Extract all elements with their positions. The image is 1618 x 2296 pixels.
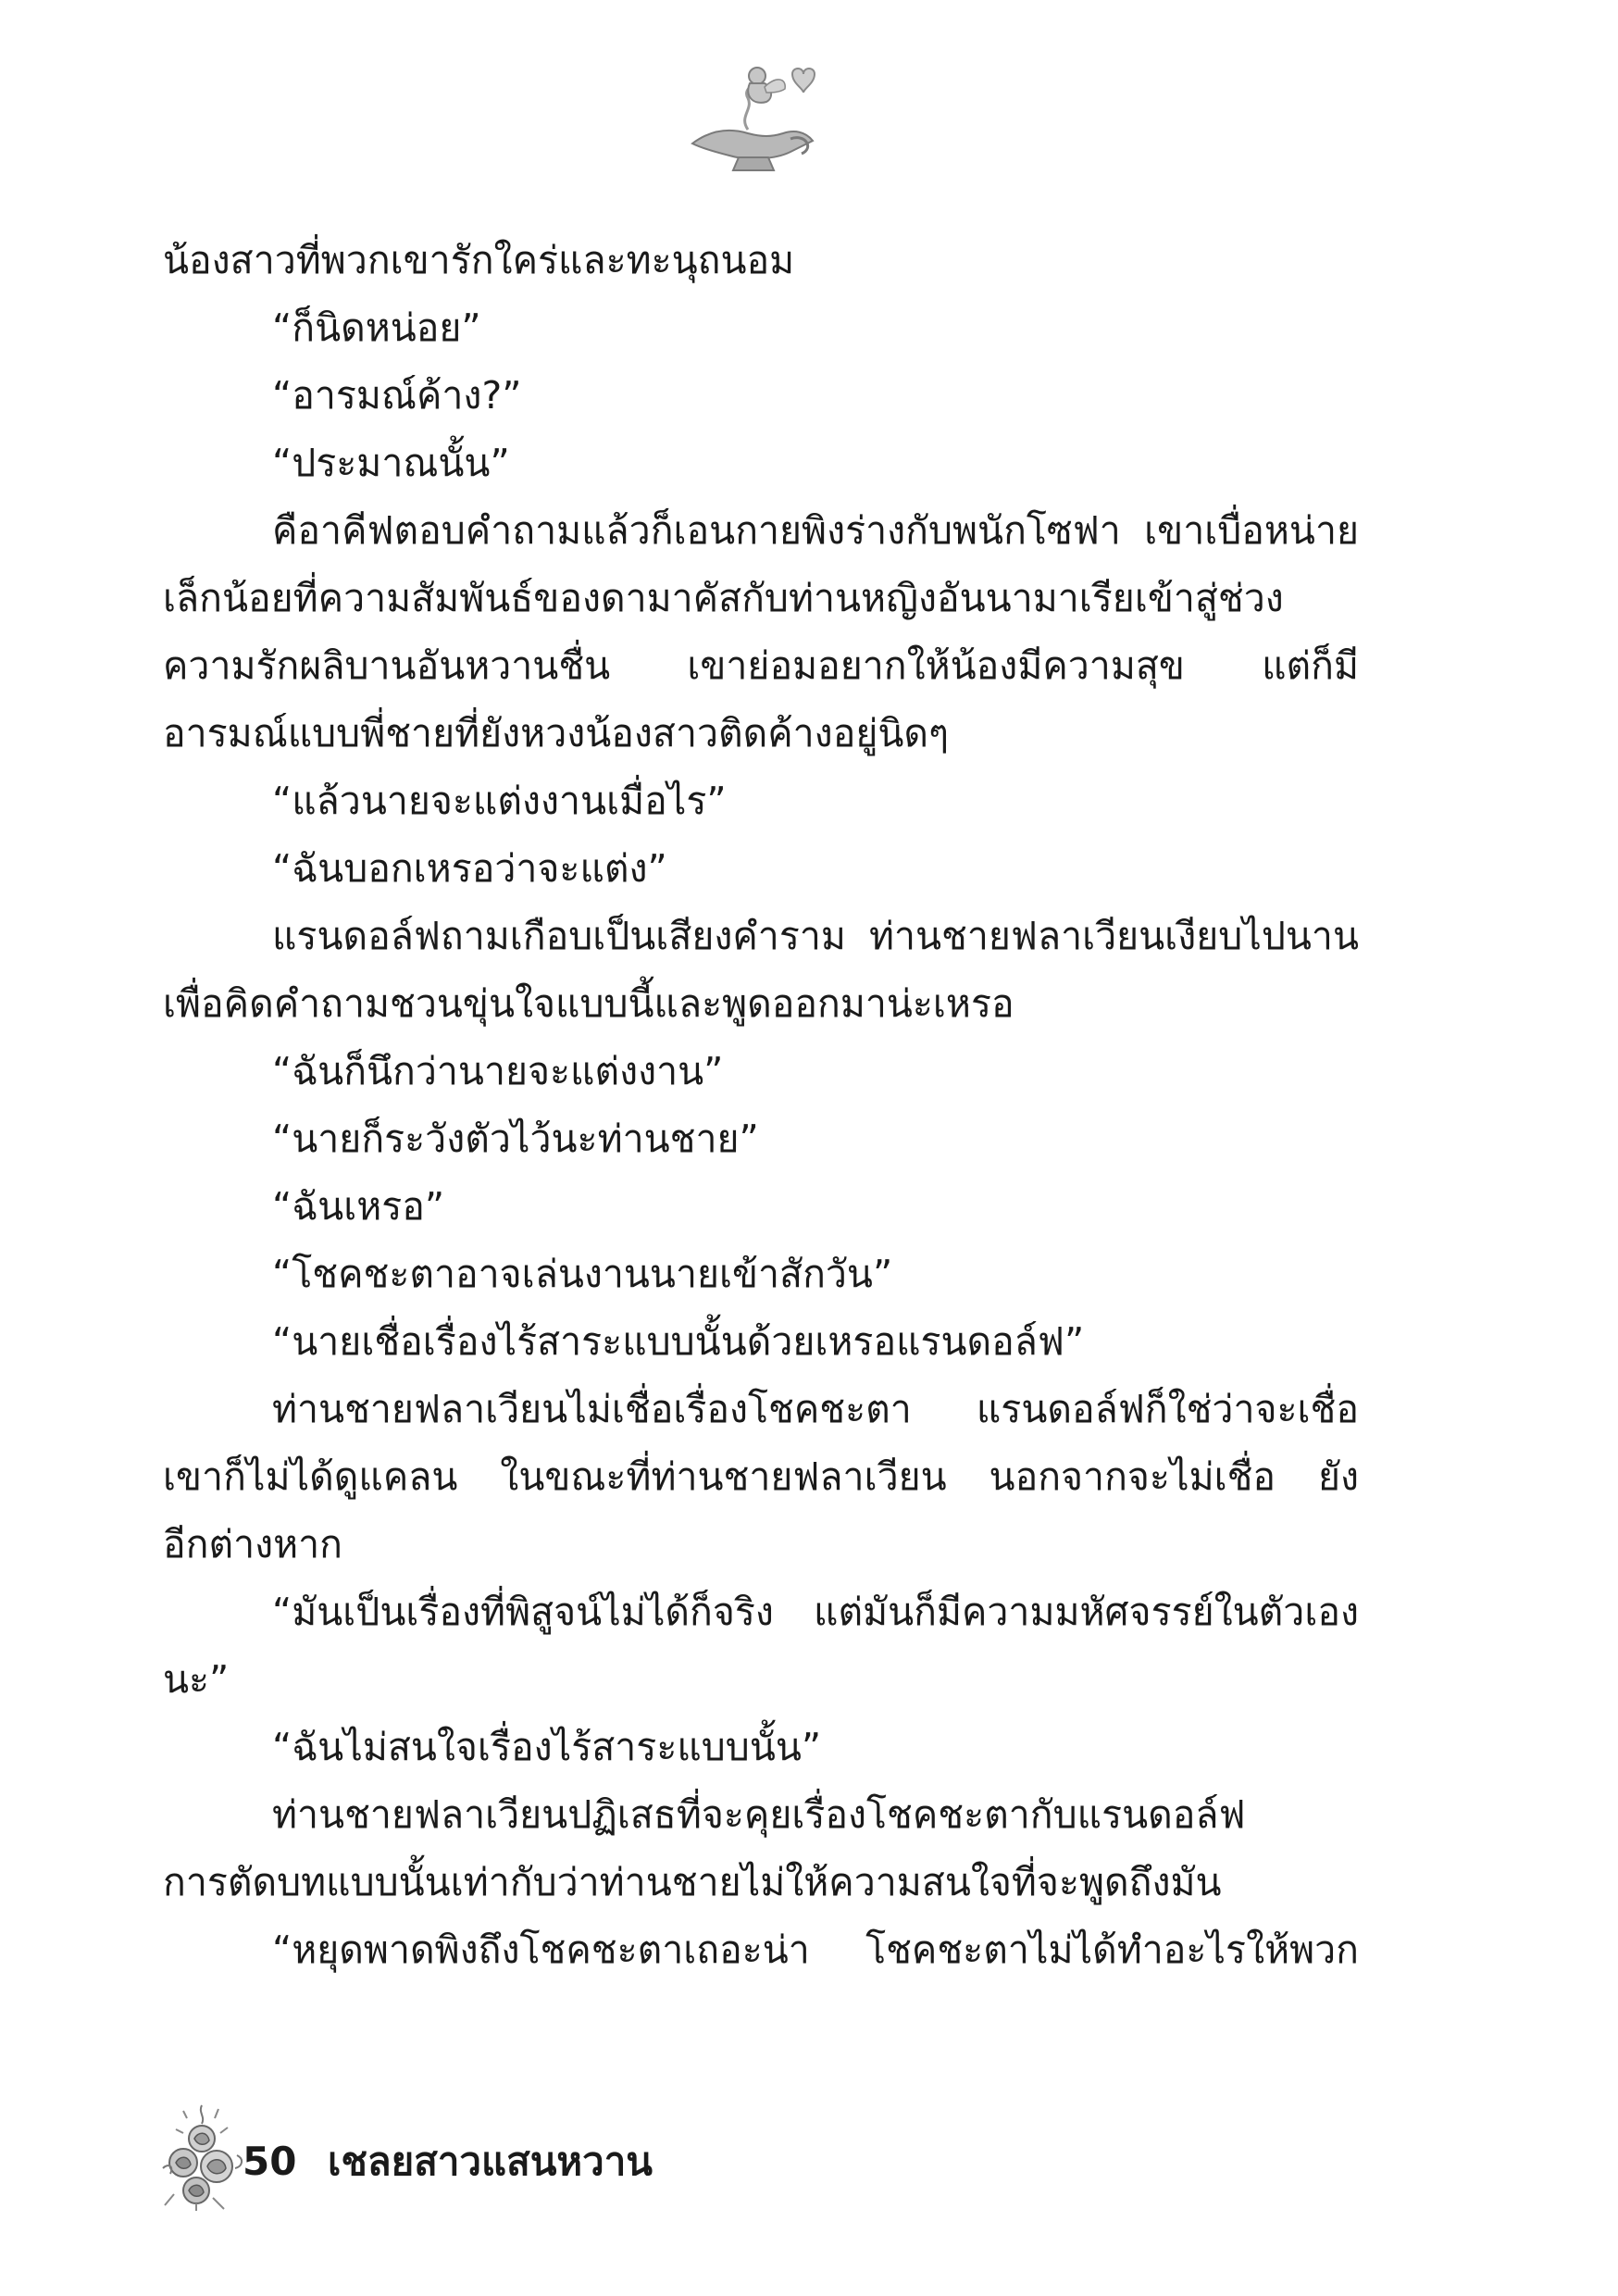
dialogue-line: “ฉันบอกเหรอว่าจะแต่ง” [272, 846, 667, 891]
text-line: นะ” [163, 1657, 230, 1702]
lamp-cupid-ornament-icon [683, 56, 822, 176]
text-line: เพื่อคิดคำถามชวนขุ่นใจแบบนี้และพูดออกมาน่ะเหรอ [163, 981, 1014, 1026]
dialogue-line: “ก็นิดหน่อย” [272, 306, 481, 350]
dialogue-line: “อารมณ์ค้าง?” [272, 373, 522, 418]
dialogue-line: “ฉันเหรอ” [272, 1184, 445, 1229]
text-line: เล็กน้อยที่ความสัมพันธ์ของดามาคัสกับท่านหญิงอันนามาเรียเข้าสู่ช่วง [163, 576, 1284, 620]
text-line: แรนดอล์ฟถามเกือบเป็นเสียงคำราม ท่านชายฟลาเวียนเงียบไปนาน [272, 914, 1359, 958]
body-text [163, 227, 1359, 1984]
text-line: ความรักผลิบานอันหวานชื่น เขาย่อมอยากให้น้องมีความสุข แต่ก็มี [163, 643, 1359, 688]
text-line: อารมณ์แบบพี่ชายที่ยังหวงน้องสาวติดค้างอยู่นิดๆ [163, 711, 950, 755]
dialogue-line: “นายเชื่อเรื่องไร้สาระแบบนั้นด้วยเหรอแรนดอล์ฟ” [272, 1319, 1085, 1364]
page-footer [156, 2102, 803, 2213]
dialogue-line: “มันเป็นเรื่องที่พิสูจน์ไม่ได้ก็จริง แต่มันก็มีความมหัศจรรย์ในตัวเอง [272, 1590, 1359, 1634]
book-title: เชลยสาวแสนหวาน [328, 2139, 653, 2184]
text-line: เขาก็ไม่ได้ดูแคลน ในขณะที่ท่านชายฟลาเวียน นอกจากจะไม่เชื่อ ยัง [163, 1454, 1359, 1499]
text-line: ท่านชายฟลาเวียนไม่เชื่อเรื่องโชคชะตา แรนดอล์ฟก็ใช่ว่าจะเชื่อ [272, 1387, 1359, 1431]
text-line: คือาคีฟตอบคำถามแล้วก็เอนกายพิงร่างกับพนักโซฟา เขาเบื่อหน่าย [272, 508, 1359, 553]
text-line: การตัดบทแบบนั้นเท่ากับว่าท่านชายไม่ให้ความสนใจที่จะพูดถึงมัน [163, 1860, 1222, 1904]
dialogue-line: “โชคชะตาอาจเล่นงานนายเข้าสักวัน” [272, 1252, 893, 1296]
page-number: 50 [243, 2139, 297, 2184]
text-line: ท่านชายฟลาเวียนปฏิเสธที่จะคุยเรื่องโชคชะตากับแรนดอล์ฟ [272, 1792, 1246, 1837]
dialogue-line: “หยุดพาดพิงถึงโชคชะตาเถอะน่า โชคชะตาไม่ได้ทำอะไรให้พวก [272, 1928, 1359, 1972]
dialogue-line: “นายก็ระวังตัวไว้นะท่านชาย” [272, 1117, 759, 1161]
text-line: อีกต่างหาก [163, 1522, 342, 1566]
text-line: น้องสาวที่พวกเขารักใคร่และทะนุถนอม [163, 238, 795, 282]
rose-ornament-icon [156, 2102, 248, 2213]
dialogue-line: “แล้วนายจะแต่งงานเมื่อไร” [272, 779, 727, 823]
dialogue-line: “ฉันไม่สนใจเรื่องไร้สาระแบบนั้น” [272, 1725, 822, 1769]
dialogue-line: “ประมาณนั้น” [272, 441, 510, 485]
dialogue-line: “ฉันก็นึกว่านายจะแต่งงาน” [272, 1049, 724, 1093]
